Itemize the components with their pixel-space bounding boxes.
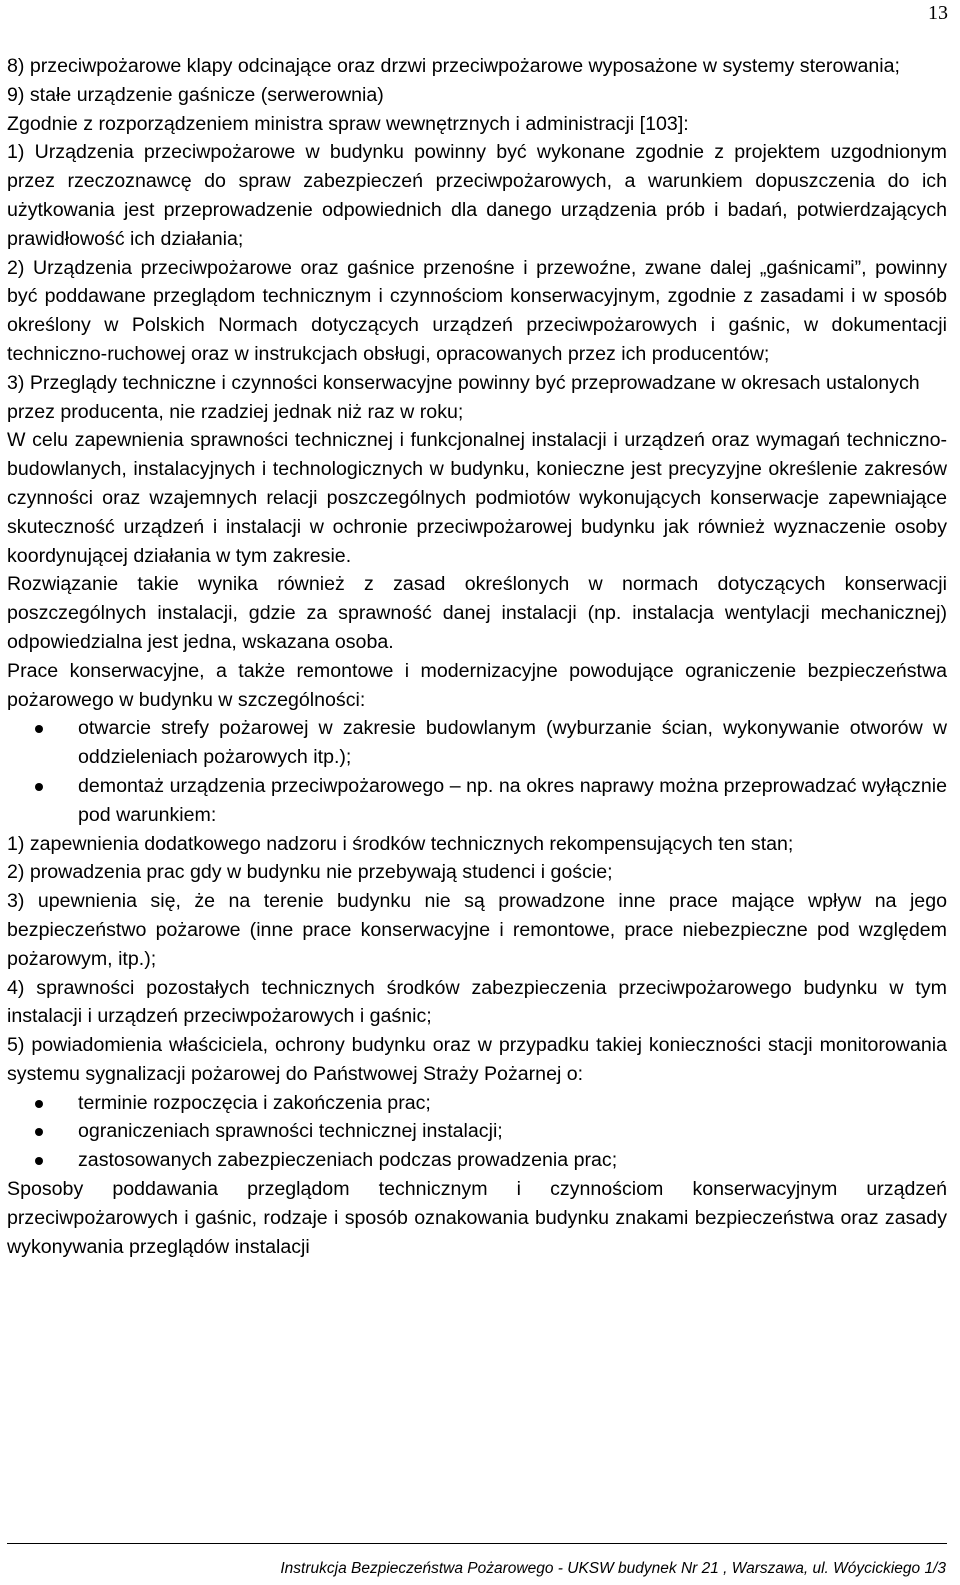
paragraph: 3) Przeglądy techniczne i czynności konserwacyjne powinny być przeprowadzane w okresach ustalonych przez producenta, nie rzadziej jednak niż raz w roku; — [7, 371, 920, 423]
paragraph: 1) zapewnienia dodatkowego nadzoru i środków technicznych rekompensujących ten stan; — [7, 832, 794, 855]
paragraph: 3) upewnienia się, że na terenie budynku nie są prowadzone inne prace mające wpływ na jego bezpieczeństwo pożarowe (inne prace konserwacyjne i remontowe, prace niebezpieczne pod względem pożarowym, itp.); — [7, 890, 947, 970]
paragraph: 1) Urządzenia przeciwpożarowe w budynku powinny być wykonane zgodnie z projektem uzgodnionym przez rzeczoznawcę do spraw zabezpieczeń przeciwpożarowych, a warunkiem dopuszczenia do ich użytkowania jest przeprowadzenie odpowiednich dla danego urządzenia prób i badań, potwierdzających prawidłowość ich działania; — [7, 141, 947, 250]
paragraph: 9) stałe urządzenie gaśnicze (serwerownia) — [7, 83, 384, 106]
paragraph: 8) przeciwpożarowe klapy odcinające oraz drzwi przeciwpożarowe wyposażone w systemy sterowania; — [7, 55, 900, 77]
paragraph: W celu zapewnienia sprawności technicznej i funkcjonalnej instalacji i urządzeń oraz wymagań techniczno-budowlanych, instalacyjnych i technologicznych w budynku, konieczne jest precyzyjne określenie zakresów czynności oraz wzajemnych relacji poszczególnych podmiotów wykonujących konserwacje zapewniające skuteczność urządzeń i instalacji w ochronie przeciwpożarowej budynku jak również wyznaczenie osoby koordynującej działania w tym zakresie. — [7, 429, 947, 567]
bullet-list — [7, 1089, 947, 1175]
document-body — [7, 52, 947, 1261]
list-item: otwarcie strefy pożarowej w zakresie budowlanym (wyburzanie ścian, wykonywanie otworów w oddzieleniach pożarowych itp.); — [7, 714, 947, 772]
paragraph: 5) powiadomienia właściciela, ochrony budynku oraz w przypadku takiej konieczności stacji monitorowania systemu sygnalizacji pożarowej do Państwowej Straży Pożarnej o: — [7, 1034, 947, 1085]
footer-text: Instrukcja Bezpieczeństwa Pożarowego - UKSW budynek Nr 21 , Warszawa, ul. Wóycickiego 1/3 — [280, 1560, 946, 1577]
page-number: 13 — [928, 2, 948, 24]
list-item: zastosowanych zabezpieczeniach podczas prowadzenia prac; — [7, 1146, 947, 1175]
list-item: terminie rozpoczęcia i zakończenia prac; — [7, 1089, 947, 1118]
paragraph: 2) prowadzenia prac gdy w budynku nie przebywają studenci i goście; — [7, 861, 613, 884]
paragraph: Rozwiązanie takie wynika również z zasad określonych w normach dotyczących konserwacji poszczególnych instalacji, gdzie za sprawność danej instalacji (np. instalacja wentylacji mechanicznej) odpowiedzialna jest jedna, wskazana osoba. — [7, 573, 947, 653]
list-item: ograniczeniach sprawności technicznej instalacji; — [7, 1117, 947, 1146]
list-item: demontaż urządzenia przeciwpożarowego – np. na okres naprawy można przeprowadzać wyłącznie pod warunkiem: — [7, 772, 947, 830]
footer-divider — [7, 1543, 947, 1544]
paragraph: Zgodnie z rozporządzeniem ministra spraw wewnętrznych i administracji [103]: — [7, 112, 689, 135]
paragraph: 2) Urządzenia przeciwpożarowe oraz gaśnice przenośne i przewoźne, zwane dalej „gaśnicami”, powinny być poddawane przeglądom technicznym i czynnościom konserwacyjnym, zgodnie z zasadami i w sposób określony w Polskich Normach dotyczących urządzeń przeciwpożarowych i gaśnic, w dokumentacji techniczno-ruchowej oraz w instrukcjach obsługi, opracowanych przez ich producentów; — [7, 256, 947, 365]
paragraph: Sposoby poddawania przeglądom technicznym i czynnościom konserwacyjnym urządzeń przeciwpożarowych i gaśnic, rodzaje i sposób oznakowania budynku znakami bezpieczeństwa oraz zasady wykonywania przeglądów instalacji — [7, 1178, 947, 1258]
paragraph: Prace konserwacyjne, a także remontowe i modernizacyjne powodujące ograniczenie bezpieczeństwa pożarowego w budynku w szczególności: — [7, 659, 947, 711]
paragraph: 4) sprawności pozostałych technicznych środków zabezpieczenia przeciwpożarowego budynku w tym instalacji i urządzeń przeciwpożarowych i gaśnic; — [7, 976, 947, 1028]
bullet-list — [7, 714, 947, 829]
